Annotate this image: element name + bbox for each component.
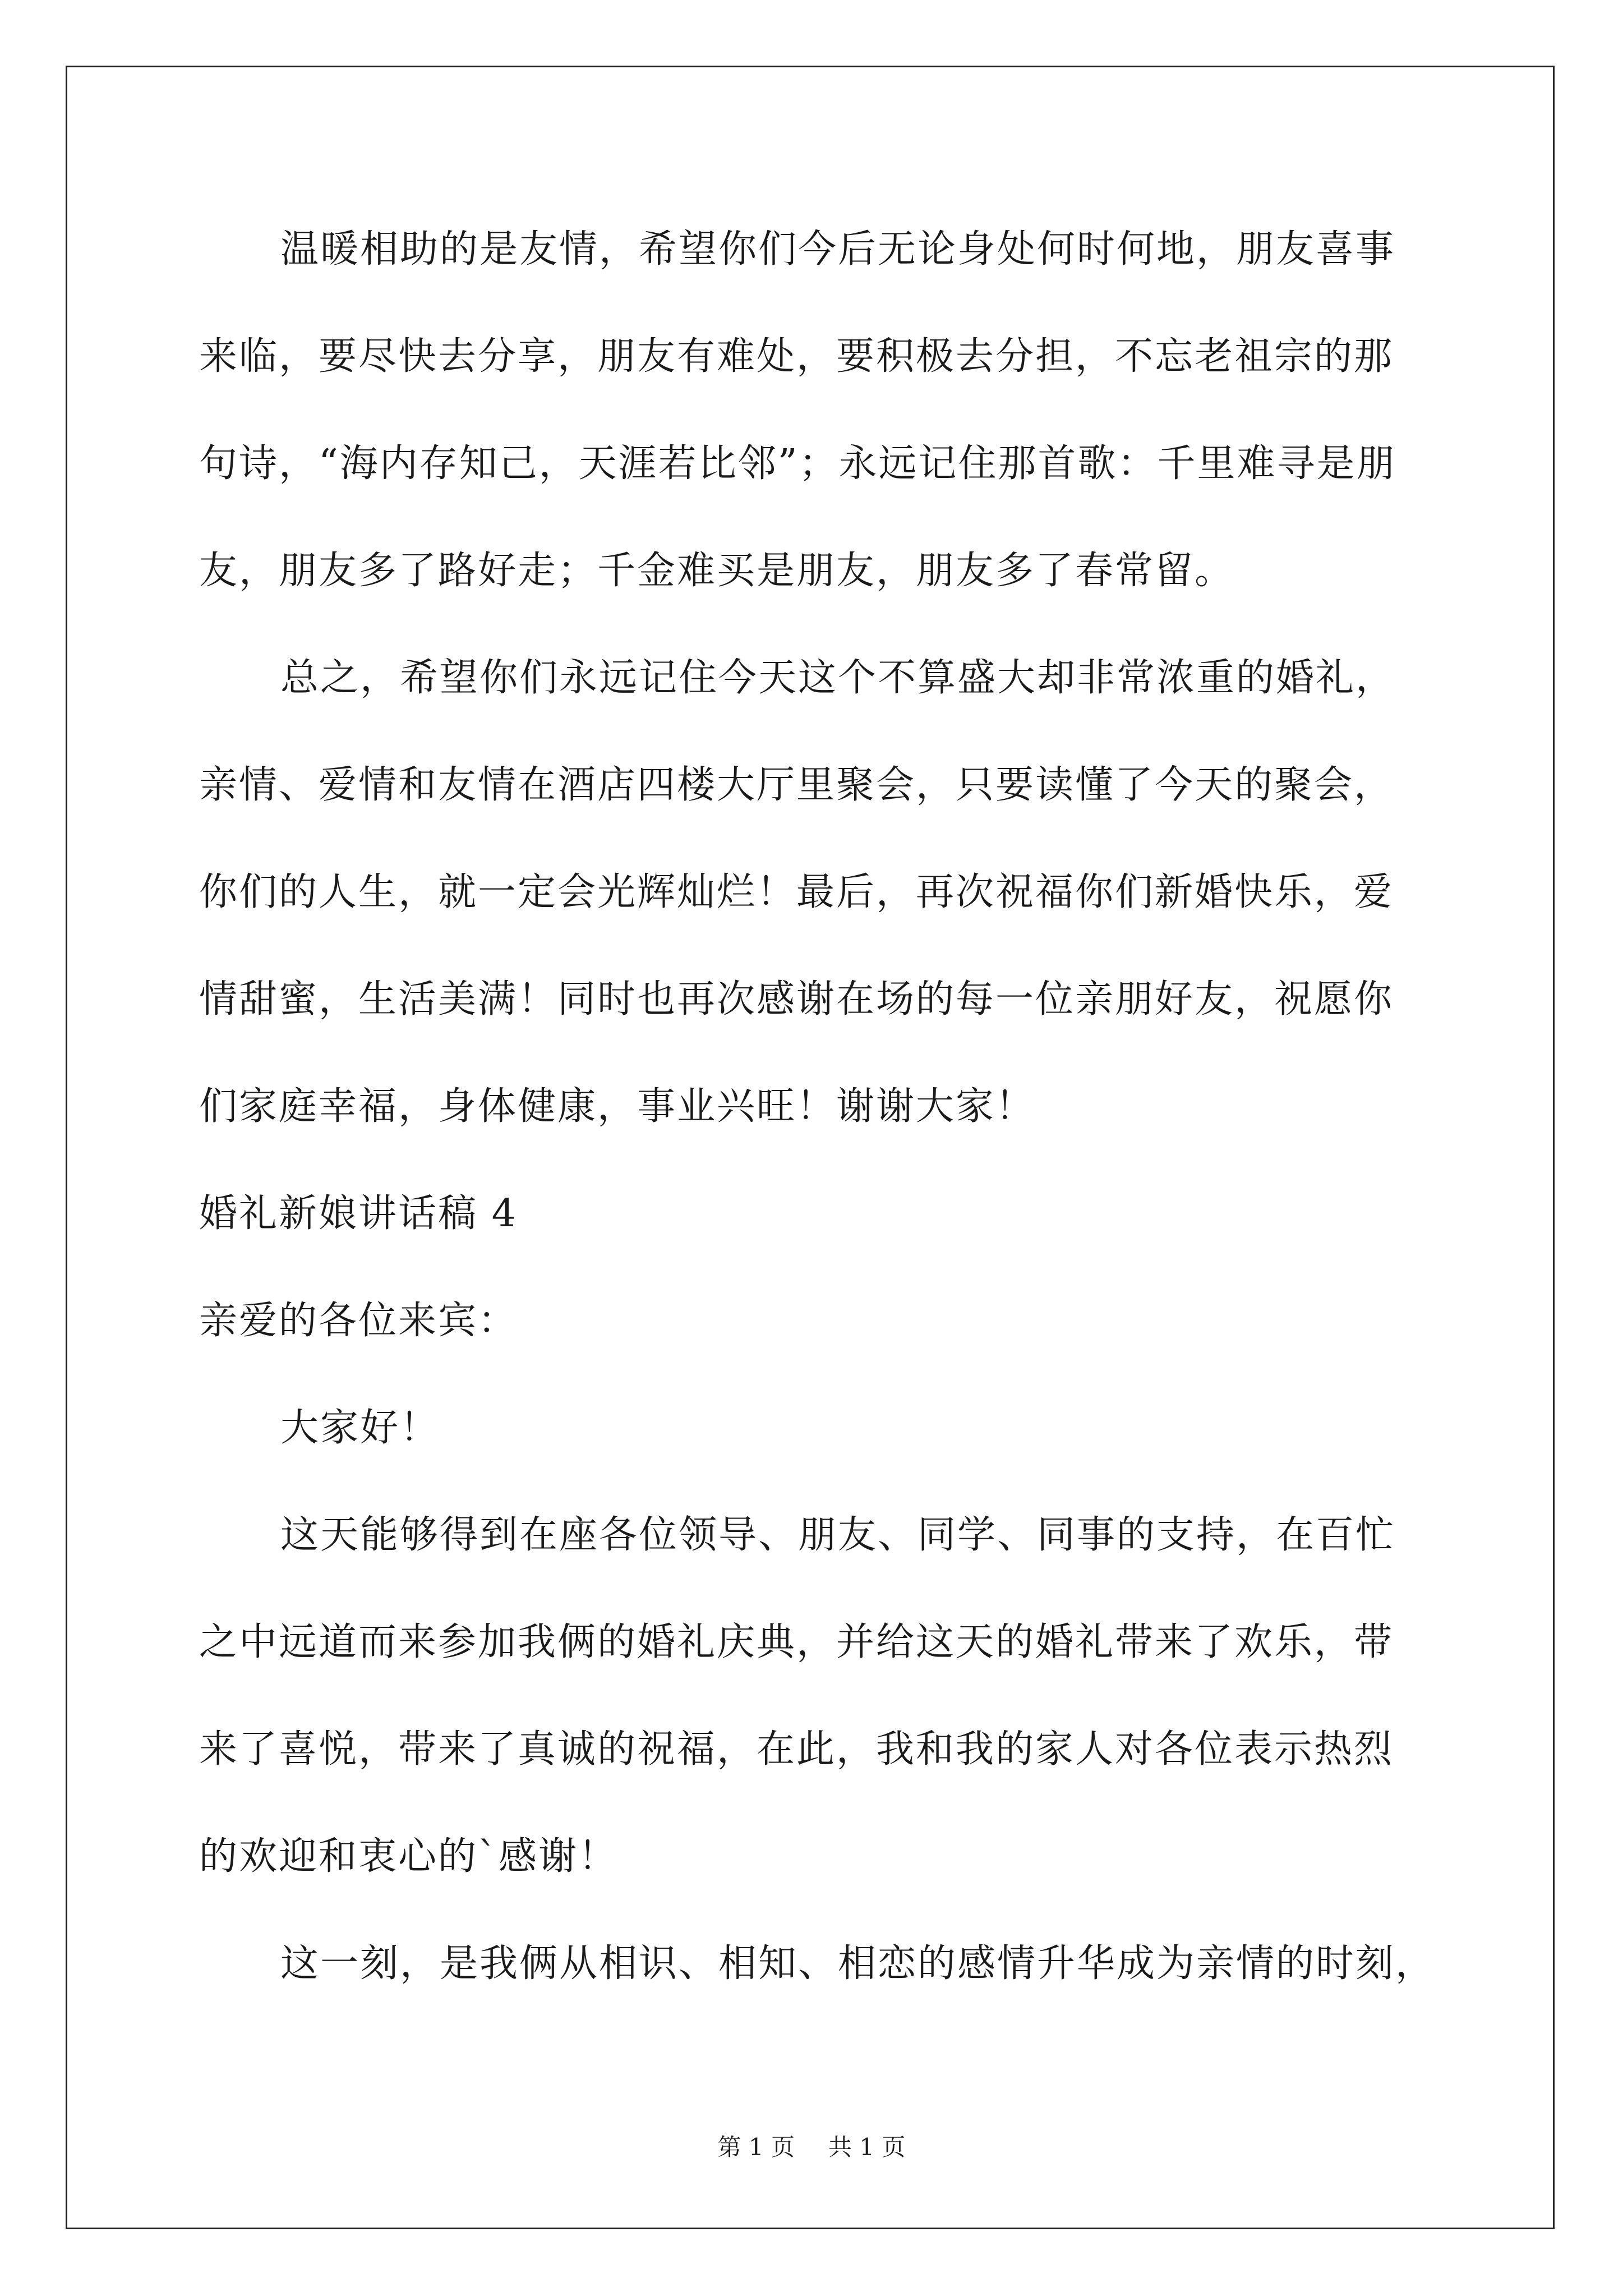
page-total: 共 1 页 [828, 2133, 906, 2161]
page-footer [0, 2129, 1623, 2162]
text-line: 你们的人生，就一定会光辉灿烂！最后，再次祝福你们新婚快乐，爱 [199, 870, 1394, 914]
text-line: 友，朋友多了路好走；千金难买是朋友，朋友多了春常留。 [199, 549, 1235, 593]
text-line: 之中远道而来参加我俩的婚礼庆典，并给这天的婚礼带来了欢乐，带 [199, 1620, 1394, 1664]
greeting: 大家好！ [280, 1406, 440, 1450]
salutation: 亲爱的各位来宾： [199, 1299, 518, 1343]
document-body [199, 216, 1436, 2037]
section-heading: 婚礼新娘讲话稿 4 [199, 1191, 518, 1236]
text-line: 的欢迎和衷心的`感谢！ [199, 1834, 619, 1879]
text-line: 们家庭幸福，身体健康，事业兴旺！谢谢大家！ [199, 1084, 1036, 1129]
text-line: 这一刻，是我俩从相识、相知、相恋的感情升华成为亲情的时刻， [280, 1941, 1436, 1986]
text-line: 这天能够得到在座各位领导、朋友、同学、同事的支持，在百忙 [280, 1513, 1396, 1557]
text-line: 总之，希望你们永远记住今天这个不算盛大却非常浓重的婚礼， [280, 656, 1396, 700]
text-line: 情甜蜜，生活美满！同时也再次感谢在场的每一位亲朋好友，祝愿你 [199, 977, 1394, 1022]
text-line: 温暖相助的是友情，希望你们今后无论身处何时何地，朋友喜事 [280, 227, 1396, 272]
text-line: 来了喜悦，带来了真诚的祝福，在此，我和我的家人对各位表示热烈 [199, 1727, 1394, 1772]
text-line: 亲情、爱情和友情在酒店四楼大厅里聚会，只要读懂了今天的聚会， [199, 763, 1394, 807]
page-number: 第 1 页 [717, 2133, 795, 2161]
text-line: 来临，要尽快去分享，朋友有难处，要积极去分担，不忘老祖宗的那 [199, 334, 1394, 379]
text-line: 句诗，“海内存知己，天涯若比邻”；永远记住那首歌：千里难寻是朋 [199, 441, 1396, 486]
